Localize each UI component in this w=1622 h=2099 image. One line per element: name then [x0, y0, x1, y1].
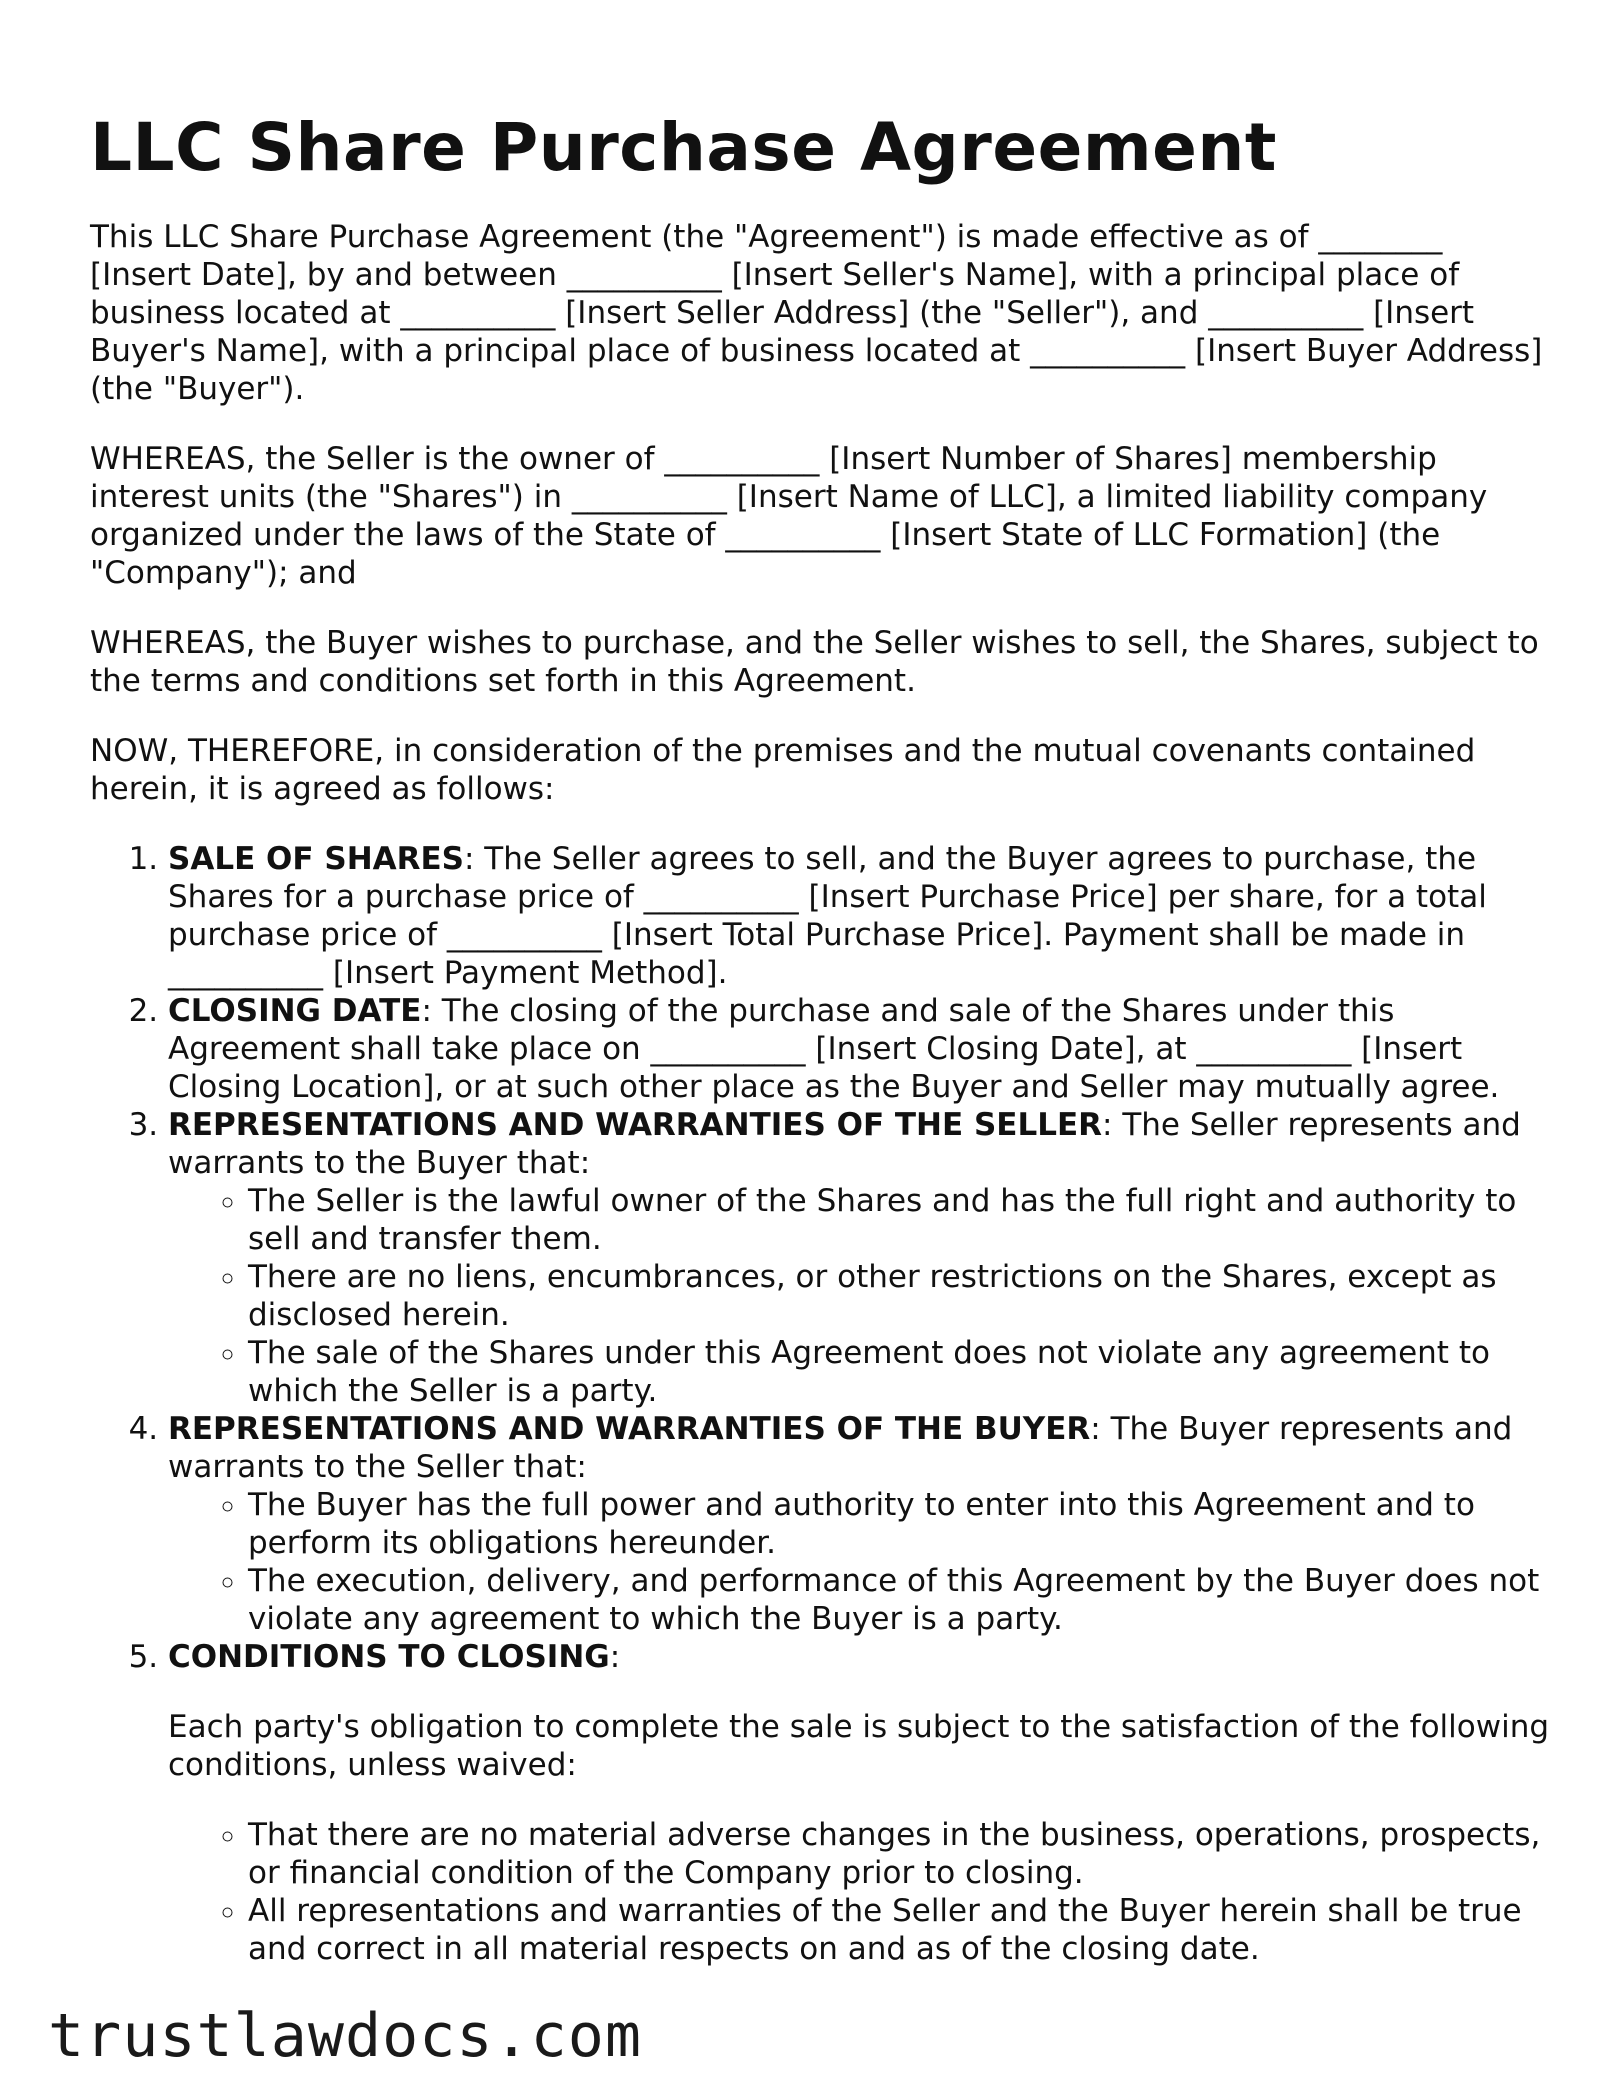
- section-heading: CLOSING DATE: [168, 993, 422, 1029]
- now-therefore-paragraph: NOW, THEREFORE, in consideration of the premises and the mutual covenants contained herein, it is agreed as follows:: [90, 733, 1476, 807]
- intro-paragraph: This LLC Share Purchase Agreement (the "Agreement") is made effective as of ________ [Insert Date], by and between __________ [Insert Seller's Name], with a principal place of business located at __________ [Insert Seller Address] (the "Seller"), and __________ [Insert Buyer's Name], with a principal place of business located at __________ [Insert Buyer Address] (the "Buyer").: [90, 219, 1543, 407]
- conditions-intro: Each party's obligation to complete the sale is subject to the satisfaction of the following conditions, unless waived:: [168, 1709, 1550, 1783]
- whereas-paragraph-1: WHEREAS, the Seller is the owner of __________ [Insert Number of Shares] membership interest units (the "Shares") in __________ [Insert Name of LLC], a limited liability company organized under the laws of the State of __________ [Insert State of LLC Formation] (the "Company"); and: [90, 441, 1488, 591]
- section-text: : The Buyer represents and warrants to the Seller that:: [168, 1411, 1513, 1485]
- seller-warranties-list: [168, 1182, 1550, 1410]
- list-item: ◦ The Buyer has the full power and authority to enter into this Agreement and to perform its obligations hereunder.: [248, 1486, 1550, 1562]
- document-page: [90, 108, 1550, 1968]
- section-seller-warranties: [168, 1106, 1550, 1410]
- conditions-list: [168, 1816, 1550, 1968]
- section-heading: SALE OF SHARES: [168, 841, 464, 877]
- whereas-paragraph-2: WHEREAS, the Buyer wishes to purchase, and the Seller wishes to sell, the Shares, subject to the terms and conditions set forth in this Agreement.: [90, 625, 1539, 699]
- section-text: : The closing of the purchase and sale of the Shares under this Agreement shall take place on __________ [Insert Closing Date], at __________ [Insert Closing Location], or at such other place as the Buyer and Seller may mutually agree.: [168, 993, 1500, 1105]
- section-sale-of-shares: [168, 840, 1550, 992]
- sections-list: [90, 840, 1550, 1968]
- buyer-warranties-list: [168, 1486, 1550, 1638]
- section-text: :: [609, 1639, 621, 1675]
- section-heading: REPRESENTATIONS AND WARRANTIES OF THE SELLER: [168, 1107, 1103, 1143]
- watermark: trustlawdocs.com: [48, 2001, 642, 2071]
- section-buyer-warranties: [168, 1410, 1550, 1638]
- section-text: : The Seller represents and warrants to the Buyer that:: [168, 1107, 1521, 1181]
- section-heading: REPRESENTATIONS AND WARRANTIES OF THE BUYER: [168, 1411, 1091, 1447]
- list-item: ◦ The sale of the Shares under this Agreement does not violate any agreement to which the Seller is a party.: [248, 1334, 1550, 1410]
- document-title: LLC Share Purchase Agreement: [90, 109, 1277, 186]
- list-item: ◦ The execution, delivery, and performance of this Agreement by the Buyer does not violate any agreement to which the Buyer is a party.: [248, 1562, 1550, 1638]
- list-item: ◦ The Seller is the lawful owner of the Shares and has the full right and authority to sell and transfer them.: [248, 1182, 1550, 1258]
- section-heading: CONDITIONS TO CLOSING: [168, 1639, 610, 1675]
- section-closing-date: [168, 992, 1550, 1106]
- list-item: ◦ That there are no material adverse changes in the business, operations, prospects, or financial condition of the Company prior to closing.: [248, 1816, 1550, 1892]
- section-conditions-to-closing: [168, 1638, 1550, 1968]
- section-text: : The Seller agrees to sell, and the Buyer agrees to purchase, the Shares for a purchase price of __________ [Insert Purchase Price] per share, for a total purchase price of __________ [Insert Total Purchase Price]. Payment shall be made in __________ [Insert Payment Method].: [168, 841, 1487, 991]
- list-item: ◦ All representations and warranties of the Seller and the Buyer herein shall be true and correct in all material respects on and as of the closing date.: [248, 1892, 1550, 1968]
- list-item: ◦ There are no liens, encumbrances, or other restrictions on the Shares, except as disclosed herein.: [248, 1258, 1550, 1334]
